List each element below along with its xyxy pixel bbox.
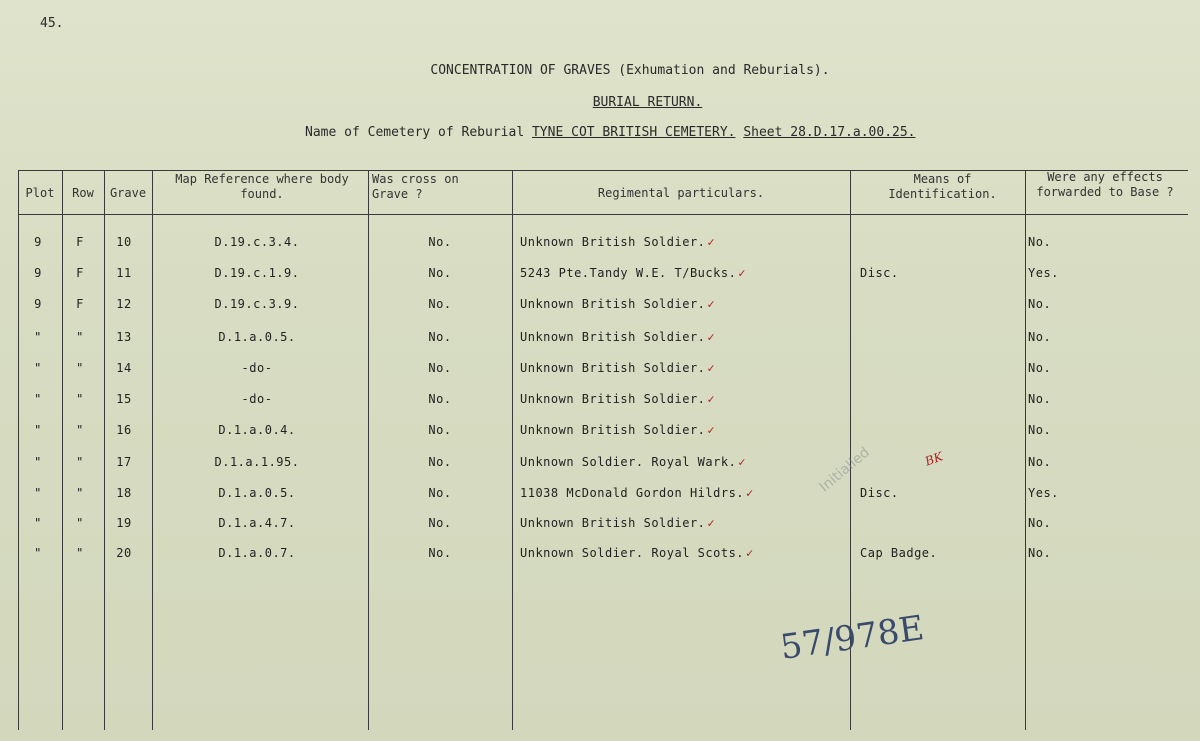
cell-row: F	[76, 266, 84, 280]
cell-grave: 10	[116, 235, 132, 249]
check-mark-icon: ✓	[707, 361, 716, 375]
cell-plot: "	[34, 546, 42, 560]
cell-cross: No.	[428, 266, 452, 280]
cell-row: "	[76, 455, 84, 469]
cell-regimental: 5243 Pte.Tandy W.E. T/Bucks. ✓	[520, 266, 747, 280]
cell-effects: No.	[1028, 361, 1052, 375]
check-mark-icon: ✓	[707, 516, 716, 530]
header-map-reference: Map Reference where body found.	[175, 172, 349, 201]
cell-row: "	[76, 423, 84, 437]
cell-grave: 11	[116, 266, 132, 280]
cell-grave: 14	[116, 361, 132, 375]
cell-map-ref: D.1.a.0.4.	[218, 423, 296, 437]
cell-plot: "	[34, 486, 42, 500]
cell-plot: 9	[34, 235, 42, 249]
cell-means: Disc.	[860, 486, 899, 500]
check-mark-icon: ✓	[738, 455, 747, 469]
column-divider	[104, 170, 105, 730]
cell-effects: No.	[1028, 423, 1052, 437]
cell-effects: Yes.	[1028, 266, 1059, 280]
cell-effects: Yes.	[1028, 486, 1059, 500]
check-mark-icon: ✓	[707, 423, 716, 437]
cell-grave: 20	[116, 546, 132, 560]
cell-row: "	[76, 486, 84, 500]
column-divider	[152, 170, 153, 730]
cell-grave: 17	[116, 455, 132, 469]
cell-cross: No.	[428, 392, 452, 406]
cell-means: Disc.	[860, 266, 899, 280]
cell-means: Cap Badge.	[860, 546, 938, 560]
cell-regimental: Unknown Soldier. Royal Wark. ✓	[520, 455, 747, 469]
cell-map-ref: D.19.c.3.4.	[214, 235, 300, 249]
cell-regimental: Unknown British Soldier. ✓	[520, 297, 716, 311]
check-mark-icon: ✓	[707, 235, 716, 249]
cell-grave: 19	[116, 516, 132, 530]
cell-plot: "	[34, 330, 42, 344]
column-divider	[1025, 170, 1026, 730]
cell-regimental: Unknown British Soldier. ✓	[520, 361, 716, 375]
table-header-rule	[18, 214, 1188, 215]
check-mark-icon: ✓	[746, 486, 754, 500]
cell-grave: 15	[116, 392, 132, 406]
cell-map-ref: D.1.a.0.5.	[218, 330, 296, 344]
cell-plot: "	[34, 392, 42, 406]
cell-grave: 16	[116, 423, 132, 437]
header-row: Row	[72, 186, 94, 200]
cell-regimental: Unknown Soldier. Royal Scots. ✓	[520, 546, 754, 560]
cemetery-line	[305, 125, 916, 140]
cell-regimental: 11038 McDonald Gordon Hildrs. ✓	[520, 486, 754, 500]
cell-grave: 13	[116, 330, 132, 344]
cell-cross: No.	[428, 423, 452, 437]
cell-map-ref: -do-	[241, 361, 273, 375]
cell-cross: No.	[428, 235, 452, 249]
cell-plot: 9	[34, 297, 42, 311]
cell-row: "	[76, 516, 84, 530]
cell-grave: 12	[116, 297, 132, 311]
cell-effects: No.	[1028, 516, 1052, 530]
cell-effects: No.	[1028, 455, 1052, 469]
cell-map-ref: D.1.a.4.7.	[218, 516, 296, 530]
page-number: 45.	[40, 16, 64, 31]
cemetery-name: TYNE COT BRITISH CEMETERY.	[531, 125, 736, 140]
cell-effects: No.	[1028, 235, 1052, 249]
cell-row: "	[76, 392, 84, 406]
header-cross: Was cross on Grave ?	[372, 172, 459, 201]
table-top-rule	[18, 170, 1188, 171]
header-regimental: Regimental particulars.	[597, 186, 765, 200]
cell-effects: No.	[1028, 297, 1052, 311]
document-subtitle: BURIAL RETURN.	[592, 95, 703, 110]
check-mark-icon: ✓	[707, 330, 716, 344]
cell-map-ref: D.1.a.0.7.	[218, 546, 296, 560]
cell-plot: 9	[34, 266, 42, 280]
cell-map-ref: D.1.a.0.5.	[218, 486, 296, 500]
cell-row: F	[76, 235, 84, 249]
cell-row: "	[76, 361, 84, 375]
cell-row: "	[76, 330, 84, 344]
cell-plot: "	[34, 361, 42, 375]
header-means: Means of Identification.	[888, 172, 997, 201]
cell-cross: No.	[428, 516, 452, 530]
cell-regimental: Unknown British Soldier. ✓	[520, 423, 716, 437]
header-plot: Plot	[25, 186, 55, 200]
column-divider	[368, 170, 369, 730]
header-effects: Were any effects forwarded to Base ?	[1036, 170, 1174, 199]
header-grave: Grave	[109, 186, 147, 200]
cell-plot: "	[34, 423, 42, 437]
cell-map-ref: D.1.a.1.95.	[214, 455, 300, 469]
column-divider	[62, 170, 63, 730]
document-title: CONCENTRATION OF GRAVES (Exhumation and Reburials).	[430, 63, 830, 78]
cell-effects: No.	[1028, 330, 1052, 344]
cell-cross: No.	[428, 330, 452, 344]
check-mark-icon: ✓	[738, 266, 747, 280]
cell-regimental: Unknown British Soldier. ✓	[520, 392, 716, 406]
cell-grave: 18	[116, 486, 132, 500]
cell-regimental: Unknown British Soldier. ✓	[520, 235, 716, 249]
initial-mark: BK	[923, 449, 945, 469]
cell-effects: No.	[1028, 546, 1052, 560]
cell-cross: No.	[428, 361, 452, 375]
cemetery-prefix: Name of Cemetery of Reburial	[305, 125, 525, 140]
cell-cross: No.	[428, 455, 452, 469]
cell-map-ref: -do-	[241, 392, 273, 406]
check-mark-icon: ✓	[707, 392, 716, 406]
cell-regimental: Unknown British Soldier. ✓	[520, 330, 716, 344]
column-divider	[512, 170, 513, 730]
cell-map-ref: D.19.c.3.9.	[214, 297, 300, 311]
cell-map-ref: D.19.c.1.9.	[214, 266, 300, 280]
column-divider	[18, 170, 19, 730]
cell-row: "	[76, 546, 84, 560]
cell-cross: No.	[428, 297, 452, 311]
cell-plot: "	[34, 516, 42, 530]
cell-effects: No.	[1028, 392, 1052, 406]
handwritten-reference: 57/978E	[777, 608, 927, 668]
cell-regimental: Unknown British Soldier. ✓	[520, 516, 716, 530]
check-mark-icon: ✓	[746, 546, 754, 560]
cell-cross: No.	[428, 546, 452, 560]
faded-stamp: Initialled	[816, 444, 873, 496]
check-mark-icon: ✓	[707, 297, 716, 311]
cell-cross: No.	[428, 486, 452, 500]
cell-row: F	[76, 297, 84, 311]
cell-plot: "	[34, 455, 42, 469]
sheet-reference: Sheet 28.D.17.a.00.25.	[743, 125, 916, 140]
